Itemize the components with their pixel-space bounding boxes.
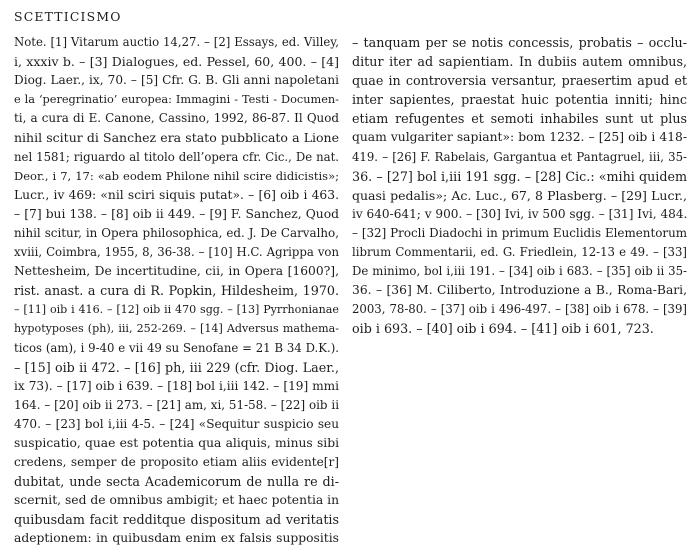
note-line: 2003, 78-80. – [37] oib i 496-497. – [38] oib i 678. – [39]: [352, 302, 687, 317]
note-line: etiam refugentes et semoti inhabiles sunt ut plus: [352, 111, 687, 127]
note-line: hypotyposes (ph), iii, 252-269. – [14] Adversus mathema-: [14, 322, 339, 336]
note-line: 419. – [26] F. Rabelais, Gargantua et Pantagruel, iii, 35-: [352, 149, 687, 164]
note-line: quibusdam facit redditque dispositum ad veritatis: [14, 512, 339, 528]
note-line: xviii, Coimbra, 1955, 8, 36-38. – [10] H.C. Agrippa von: [14, 245, 339, 260]
note-line: inter sapientes, praestat huic potentia inniti; hinc: [352, 92, 687, 108]
note-line: ti, a cura di E. Canone, Cassino, 1992, 86-87. Il Quod: [14, 111, 339, 126]
note-line: – [15] oib ii 472. – [16] ph, iii 229 (cfr. Diog. Laer.,: [14, 359, 339, 375]
note-line: ticos (am), i 9-40 e vii 49 su Senofane = 21 B 34 D.K.).: [14, 340, 339, 355]
note-line: 36. – [36] M. Ciliberto, Introduzione a B., Roma-Bari,: [352, 283, 687, 298]
notes-column-left: [14, 33, 339, 549]
note-line: dubitat, unde secta Academicorum de nulla re di-: [14, 474, 339, 490]
note-line: quam vulgariter sapiant»: bom 1232. – [25] oib i 418-: [352, 130, 687, 145]
note-line: – [11] oib i 416. – [12] oib ii 470 sgg. – [13] Pyrrhonianae: [14, 303, 339, 317]
note-line: Lucr., iv 469: «nil sciri siquis putat». – [6] oib i 463.: [14, 187, 339, 202]
note-line: – tanquam per se notis concessis, probatis – occlu-: [352, 35, 687, 50]
note-line: suspicatio, quae est potentia qua aliquis, minus sibi: [14, 435, 339, 450]
note-line: Deor., i 7, 17: «ab eodem Philone nihil scire didicistis»;: [14, 168, 339, 183]
note-line: oib i 693. – [40] oib i 694. – [41] oib i 601, 723.: [352, 321, 654, 337]
note-line: quasi pedalis»; Ac. Luc., 67, 8 Plasberg. – [29] Lucr.,: [352, 187, 687, 203]
note-line: e la ‘peregrinatio’ europea: Immagini - Testi - Documen-: [14, 93, 339, 107]
note-line: ditur iter ad sapientiam. In dubiis autem omnibus,: [352, 54, 687, 70]
note-line: iv 640-641; v 900. – [30] Ivi, iv 500 sgg. – [31] Ivi, 484.: [352, 206, 687, 221]
note-line: credens, semper de proposito etiam aliis evidente[r]: [14, 455, 339, 470]
note-line: librum Commentarii, ed. G. Friedlein, 12-13 e 49. – [33]: [352, 245, 687, 260]
note-line: scernit, sed de omnibus ambigit; et haec potentia in: [14, 493, 339, 508]
note-line: De minimo, bol i,iii 191. – [34] oib i 683. – [35] oib ii 35-: [352, 264, 687, 279]
notes-column-right: [352, 33, 687, 339]
note-line: Note. [1] Vitarum auctio 14,27. – [2] Essays, ed. Villey,: [14, 35, 339, 49]
running-head: SCETTICISMO: [14, 9, 122, 24]
note-line: – [32] Procli Diadochi in primum Euclidis Elementorum: [352, 225, 687, 240]
note-line: nel 1581; riguardo al titolo dell’opera cfr. Cic., De nat.: [14, 149, 339, 164]
note-line: rist. anast. a cura di R. Popkin, Hildesheim, 1970.: [14, 283, 339, 299]
note-line: i, xxxiv b. – [3] Dialogues, ed. Pessel, 60, 400. – [4]: [14, 54, 339, 70]
note-line: nihil scitur di Sanchez era stato pubblicato a Lione: [14, 130, 339, 146]
note-line: nihil scitur, in Opera philosophica, ed. J. De Carvalho,: [14, 225, 339, 240]
note-line: 36. – [27] bol i,iii 191 sgg. – [28] Cic.: «mihi quidem: [352, 168, 687, 184]
note-line: 470. – [23] bol i,iii 4-5. – [24] «Sequitur suspicio seu: [14, 416, 339, 431]
note-line: – [7] bui 138. – [8] oib ii 449. – [9] F. Sanchez, Quod: [14, 206, 339, 221]
note-line: 164. – [20] oib ii 273. – [21] am, xi, 51-58. – [22] oib ii: [14, 397, 339, 412]
note-line: quae in controversia versantur, praesertim apud et: [352, 73, 687, 89]
note-line: Nettesheim, De incertitudine, cii, in Opera [1600?],: [14, 264, 339, 279]
note-line: ix 73). – [17] oib i 639. – [18] bol i,iii 142. – [19] mmi: [14, 378, 339, 393]
note-line: Diog. Laer., ix, 70. – [5] Cfr. G. B. Gli anni napoletani: [14, 73, 339, 88]
note-line: adeptionem: in quibusdam enim ex falsis suppositis: [14, 531, 339, 546]
